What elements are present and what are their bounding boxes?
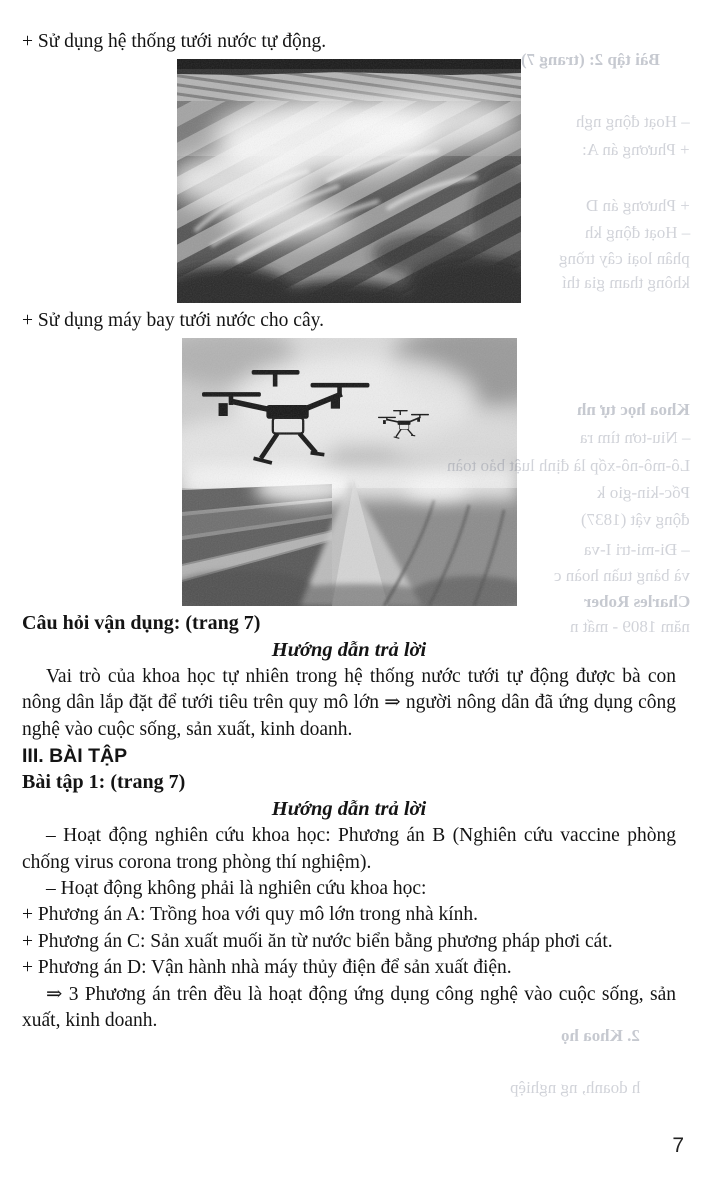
exercise-1-heading: Bài tập 1: (trang 7) bbox=[22, 771, 186, 794]
bleed-through-text: Khoa học tự nh bbox=[577, 400, 690, 419]
bleed-through-text: không tham gia thí bbox=[562, 273, 690, 292]
bleed-through-text: 2. Khoa họ bbox=[561, 1026, 640, 1045]
bleed-through-text: + Phương án A: bbox=[582, 140, 690, 159]
answer-paragraph: Vai trò của khoa học tự nhiên trong hệ thống nước tưới tự động được bà con nông dân lắp đặt để tưới tiêu trên quy mô lớn ⇒ người nông dân đã ứng dụng công nghệ vào cuộc sống, sản xuất, kinh doanh. bbox=[22, 666, 676, 740]
bleed-through-text: năm 1809 - mất n bbox=[570, 617, 690, 636]
option-a-item: + Phương án A: Trồng hoa với quy mô lớn trong nhà kính. bbox=[22, 904, 479, 926]
non-research-activity-item: – Hoạt động không phải là nghiên cứu khoa học: bbox=[46, 878, 427, 900]
option-c-item: + Phương án C: Sản xuất muối ăn từ nước biển bằng phương pháp phơi cát. bbox=[22, 930, 613, 952]
conclusion-paragraph: ⇒ 3 Phương án trên đều là hoạt động ứng dụng công nghệ vào cuộc sống, sản xuất, kinh doanh. bbox=[22, 983, 676, 1032]
bleed-through-text: động vật (1837) bbox=[581, 510, 690, 529]
bleed-through-text: Lô-mô-nô-xốp là định luật bảo toàn bbox=[446, 456, 690, 475]
bleed-through-text: Charles Rober bbox=[583, 592, 690, 611]
bleed-through-text: – Hoạt động ngh bbox=[576, 112, 690, 131]
bleed-through-text: – Niu-tơn tìm ra bbox=[579, 428, 690, 447]
bleed-through-text: Pốc-kin-gio k bbox=[596, 483, 690, 502]
question-heading: Câu hỏi vận dụng: (trang 7) bbox=[22, 612, 261, 634]
bleed-through-text: h doanh, ng nghiệp bbox=[509, 1078, 640, 1097]
bleed-through-text: + Phương án D bbox=[586, 196, 690, 215]
sprinkler-field-photo bbox=[177, 59, 521, 303]
answer-guide-label: Hướng dẫn trả lời bbox=[271, 798, 427, 821]
option-d-item: + Phương án D: Vận hành nhà máy thủy điện để sản xuất điện. bbox=[22, 957, 512, 979]
drone-spray-photo bbox=[182, 338, 517, 606]
bleed-through-text: và bảng tuần hoàn c bbox=[554, 566, 690, 585]
section-heading-exercises: III. BÀI TẬP bbox=[22, 745, 128, 768]
page-number: 7 bbox=[672, 1134, 684, 1157]
bleed-through-text: Bài tập 2: (trang 7) bbox=[521, 50, 660, 69]
answer-guide-label: Hướng dẫn trả lời bbox=[271, 639, 427, 661]
caption-drone-watering: + Sử dụng máy bay tưới nước cho cây. bbox=[22, 310, 324, 331]
bleed-through-text: – Đi-mi-tri I-va bbox=[584, 540, 690, 559]
page-content bbox=[22, 28, 676, 1034]
bleed-through-text: – Hoạt động kh bbox=[584, 223, 690, 242]
research-activity-item: – Hoạt động nghiên cứu khoa học: Phương án B (Nghiên cứu vaccine phòng chống virus corona trong phòng thí nghiệm). bbox=[22, 825, 676, 873]
caption-sprinkler-system: + Sử dụng hệ thống tưới nước tự động. bbox=[22, 31, 327, 52]
bleed-through-text: phân loại cây trồng bbox=[559, 249, 690, 268]
